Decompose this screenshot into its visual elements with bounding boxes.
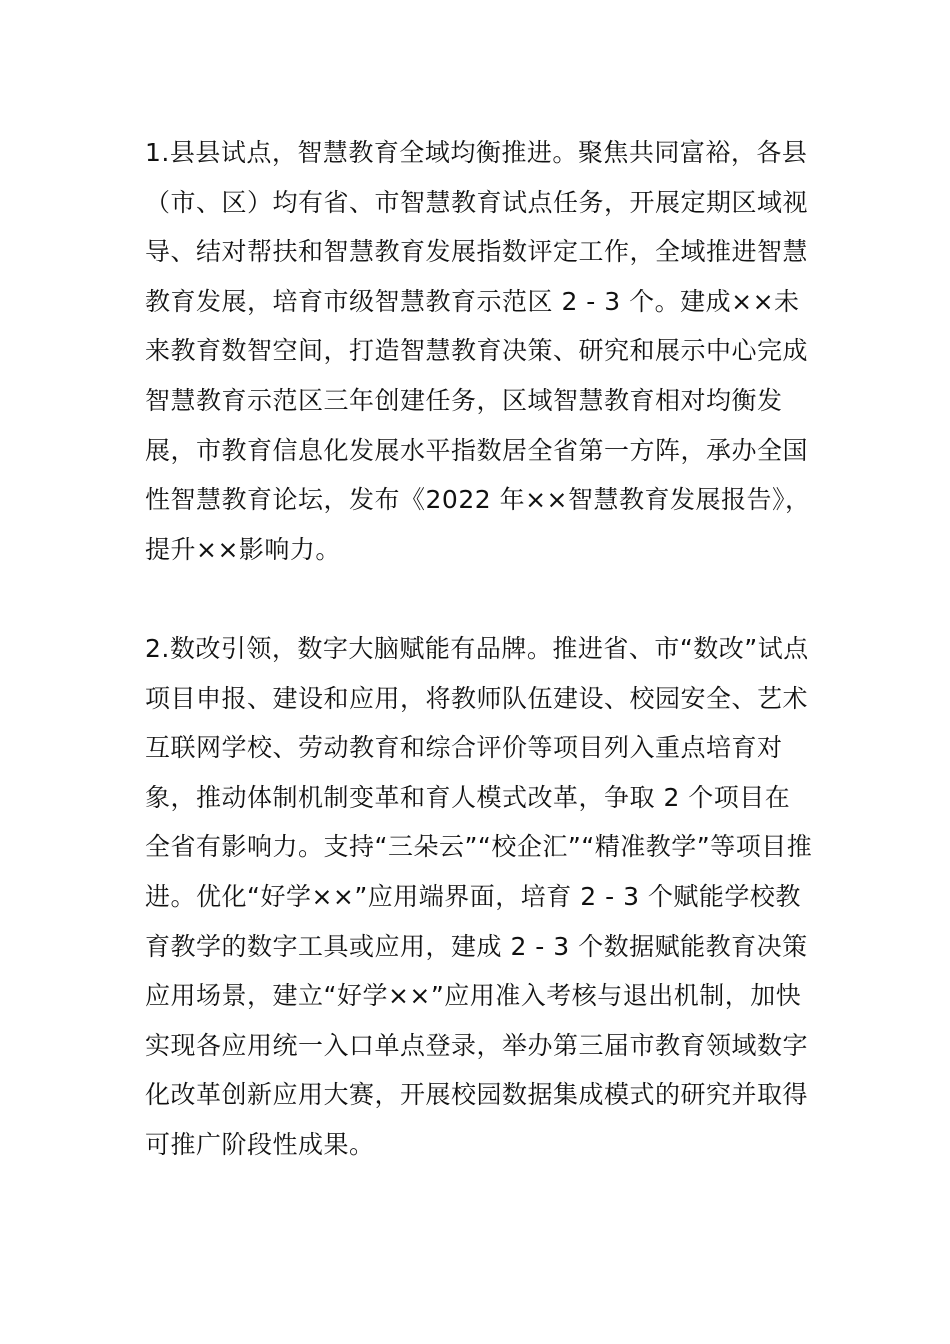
paragraph-digital-reform: 2.数改引领，数字大脑赋能有品牌。推进省、市“数改”试点项目申报、建设和应用，将教师队伍建设、校园安全、艺术互联网学校、劳动教育和综合评价等项目列入重点培育对象，推动体制机制变革和育人模式改革，争取 2 个项目在全省有影响力。支持“三朵云”“校企汇”“精准教学”等项目推进。优化“好学××”应用端界面，培育 2 - 3 个赋能学校教育教学的数字工具或应用，建成 2 - 3 个数据赋能教育决策应用场景，建立“好学××”应用准入考核与退出机制，加快实现各应用统一入口单点登录，举办第三届市教育领域数字化改革创新应用大赛，开展校园数据集成模式的研究并取得可推广阶段性成果。: [145, 634, 813, 1159]
paragraph-county-pilot: 1.县县试点，智慧教育全域均衡推进。聚焦共同富裕，各县（市、区）均有省、市智慧教育试点任务，开展定期区域视导、结对帮扶和智慧教育发展指数评定工作，全域推进智慧教育发展，培育市级智慧教育示范区 2 - 3 个。建成××未来教育数智空间，打造智慧教育决策、研究和展示中心完成智慧教育示范区三年创建任务，区域智慧教育相对均衡发展，市教育信息化发展水平指数居全省第一方阵，承办全国性智慧教育论坛，发布《2022 年××智慧教育发展报告》，提升××影响力。: [145, 138, 811, 564]
